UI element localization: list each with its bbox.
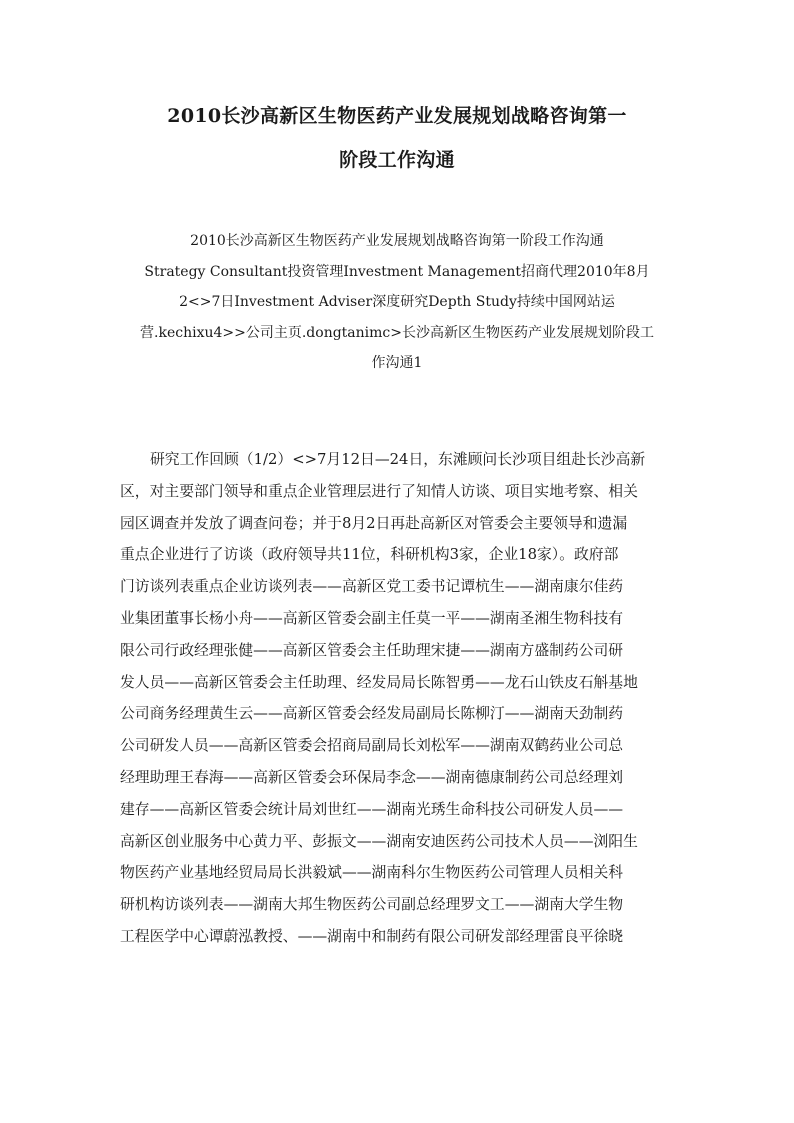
body-line: 公司研发人员——高新区管委会招商局副局长刘松军——湖南双鹤药业公司总 [120,737,624,755]
body-line: 发人员——高新区管委会主任助理、经发局局长陈智勇——龙石山铁皮石斛基地 [120,673,638,691]
body-line: 工程医学中心谭蔚泓教授、——湖南中和制药有限公司研发部经理雷良平徐晓 [120,927,624,945]
intro-line: 2010长沙高新区生物医药产业发展规划战略咨询第一阶段工作沟通 [190,233,604,249]
intro-line: 2<>7日Investment Adviser深度研究Depth Study持续中国网站运 [179,294,615,310]
body-line: 研究工作回顾（1/2）<>7月12日—24日，东滩顾问长沙项目组赴长沙高新 [150,451,646,468]
intro-line: Strategy Consultant投资管理Investment Management招商代理2010年8月 [144,263,650,280]
body-line: 园区调查并发放了调查问卷；并于8月2日再赴高新区对管委会主要领导和遗漏 [120,514,628,532]
document-title [120,94,674,182]
body-line: 限公司行政经理张健——高新区管委会主任助理宋捷——湖南方盛制药公司研 [120,641,624,659]
body-line: 业集团董事长杨小舟——高新区管委会副主任莫一平——湖南圣湘生物科技有 [120,609,624,627]
body-line: 经理助理王春海——高新区管委会环保局李念——湖南德康制药公司总经理刘 [120,768,624,786]
body-line: 门访谈列表重点企业访谈列表——高新区党工委书记谭杭生——湖南康尔佳药 [120,578,624,596]
body-line: 高新区创业服务中心黄力平、彭振文——湖南安迪医药公司技术人员——浏阳生 [120,832,638,850]
body-line: 重点企业进行了访谈（政府领导共11位，科研机构3家，企业18家）。政府部 [120,546,619,564]
body-paragraph [120,444,676,953]
body-line: 建存——高新区管委会统计局刘世红——湖南光琇生命科技公司研发人员—— [120,800,624,818]
intro-line: 营.kechixu4>>公司主页.dongtanimc>长沙高新区生物医药产业发展规划阶段工 [140,324,654,341]
intro-line: 作沟通1 [371,355,423,371]
body-line: 公司商务经理黄生云——高新区管委会经发局副局长陈柳汀——湖南天劲制药 [120,705,624,723]
title-line: 阶段工作沟通 [339,149,455,171]
body-line: 研机构访谈列表——湖南大邦生物医药公司副总经理罗文工——湖南大学生物 [120,896,624,914]
body-line: 区，对主要部门领导和重点企业管理层进行了知情人访谈、项目实地考察、相关 [120,482,638,500]
body-line: 物医药产业基地经贸局局长洪毅斌——湖南科尔生物医药公司管理人员相关科 [120,864,624,882]
title-line: 2010长沙高新区生物医药产业发展规划战略咨询第一 [167,105,627,127]
intro-paragraph [120,226,674,379]
